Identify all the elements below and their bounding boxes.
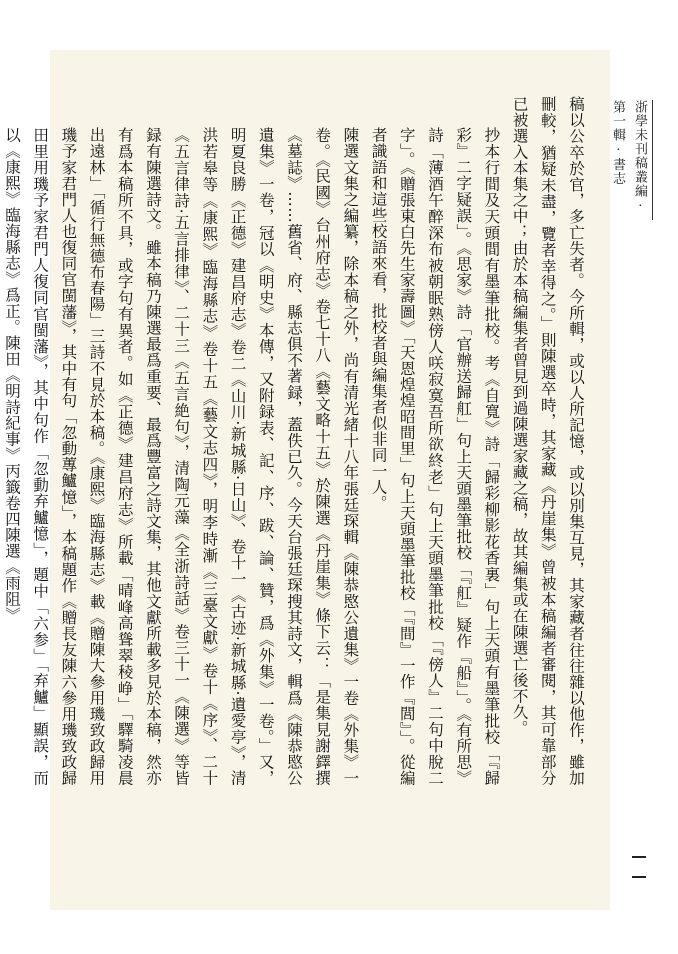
body-text	[2, 96, 590, 786]
paragraph-2: 抄本行間及天頭間有墨筆批校。考《自寬》詩「歸彩柳影花香裏」句上天頭有墨筆批校「『歸彩』二字疑誤」。《思家》詩「官辦送歸舡」句上天頭墨筆批校「『舡』疑作『船』」。《有所思》詩「薄酒午醉深布被朝眠熟傍人咲寂寞吾所欲終老」句上天頭墨筆批校「『傍人』二句中脫二字」。《贈張東白先生家壽圖》「天恩煌煌昭間里」句上天頭墨筆批校「『間』一作『閭』」。從編者識語和這些校語來看，批校者與編集者似非同一人。	[369, 127, 501, 786]
paragraph-1: 稿以公卒於官，多亡失者。今所輯，或以人所記憶，或以別集互見，其家藏者往往雜以他作，雖加刪較，猶疑未盡，覽者幸得之。」則陳選卒時，其家藏《丹崖集》曾被本稿編者審閱，其可靠部分已被選入本集之中；由於本稿編集者曾見到過陳選家藏之稿，故其編集或在陳選亡後不久。	[510, 96, 585, 786]
paragraph-3: 陳選文集之編纂，除本稿之外，尚有清光緒十八年張廷琛輯《陳恭愍公遺集》一卷《外集》一卷。《民國》台州府志》卷七十八《藝文略十五》於陳選《丹崖集》條下云：「是集見謝鐸撰《墓誌》……舊省、府、縣志俱不著録，蓋佚已久。今天台張廷琛搜其詩文，輯爲《陳恭愍公遺集》一卷，冠以《明史》本傳，又附録表、記、序、跋、論、贊，爲《外集》一卷。」又，明夏良勝《正德》建昌府志》卷二《山川·新城縣·日山》、卷十一《古迹·新城縣·遺愛亭》，清洪若皋等《康熙》臨海縣志》卷十五《藝文志四》，明李時漸《三臺文獻》卷十《序》、二十《五言律詩·五言排律》、二十三《五言絶句》，清陶元藻《全浙詩話》卷三十一《陳選》等皆録有陳選詩文。雖本稿乃陳選最爲重要、最爲豐富之詩文集，其他文獻所載多見於本稿，然亦有爲本稿所不具，或字句有異者。如《正德》建昌府志》所載「晴峰高聳翠稜峥」「驛騎凌晨出遠林」「循行無德布春陽」三詩不見於本稿。《康熙》臨海縣志》載《贈陳大參用璣致政歸用璣予家君門人也復同官閩藩》，其中有句「忽動蓴鱸憶」，本稿題作《贈長友陳六參用璣致政歸田里用璣予家君門人復同官閩藩》，其中句作「忽動弃鱸憶」，題中「六参」「弃鱸」顯誤，而以《康熙》臨海縣志》爲正。陳田《明詩紀事》丙籤卷四陳選《雨阻》	[2, 127, 360, 786]
running-head: 浙學未刊稿叢編 · 第一輯 · 書志	[628, 100, 653, 220]
page-number	[632, 856, 646, 878]
